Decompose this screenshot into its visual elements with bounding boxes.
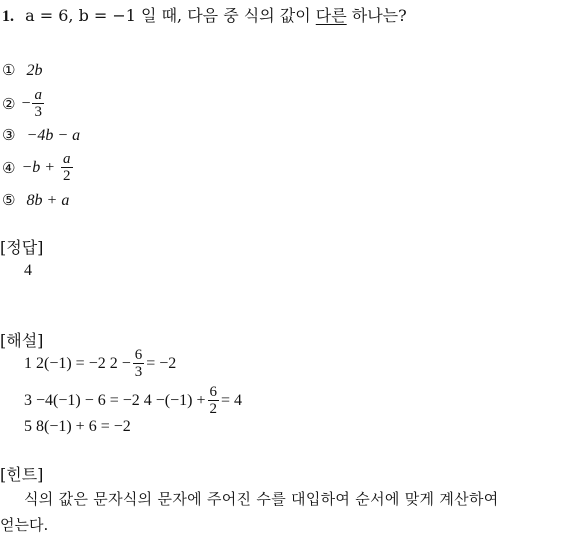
fraction-denominator: 2 bbox=[209, 401, 217, 417]
explanation-line-2 bbox=[24, 383, 242, 419]
choice-5 bbox=[2, 190, 69, 210]
choice-2 bbox=[2, 86, 46, 122]
explanation-result: = 4 bbox=[221, 392, 243, 409]
choice-marker: ③ bbox=[2, 126, 16, 144]
choice-expression: −4b − a bbox=[26, 127, 81, 144]
question bbox=[2, 3, 407, 26]
fraction-denominator: 3 bbox=[134, 364, 143, 380]
fraction-denominator: 3 bbox=[34, 104, 42, 120]
fraction-numerator: 6 bbox=[209, 384, 217, 400]
choice-expression: −b + bbox=[21, 159, 60, 176]
choice-expression: 8b + a bbox=[26, 192, 70, 209]
fraction-numerator: a bbox=[63, 151, 71, 167]
choice-fraction bbox=[61, 152, 73, 184]
choice-4 bbox=[2, 150, 75, 186]
choice-fraction bbox=[32, 88, 44, 120]
explanation-expression: 1 2(−1) = −2 2 − bbox=[24, 355, 131, 372]
choice-marker: ⑤ bbox=[2, 191, 16, 209]
explanation-result: = −2 bbox=[146, 355, 177, 372]
explanation-fraction bbox=[208, 385, 220, 417]
choice-marker: ① bbox=[2, 61, 16, 79]
hint-line-2: 얻는다. bbox=[0, 516, 49, 534]
choice-expression: 2b bbox=[26, 62, 43, 79]
question-text-end: 하나는? bbox=[346, 6, 407, 25]
explanation-fraction bbox=[133, 348, 145, 380]
fraction-denominator: 2 bbox=[63, 168, 71, 184]
fraction-numerator: a bbox=[34, 87, 42, 103]
hint-line-1: 식의 값은 문자식의 문자에 주어진 수를 대입하여 순서에 맞게 계산하여 bbox=[24, 490, 499, 508]
question-underlined-word: 다른 bbox=[315, 6, 347, 25]
explanation-expression: 3 −4(−1) − 6 = −2 4 −(−1) + bbox=[24, 392, 206, 409]
question-text: a = 6, b = −1 일 때, 다음 중 식의 값이 bbox=[25, 6, 316, 25]
answer-value: 4 bbox=[24, 262, 32, 279]
answer-label: [정답] bbox=[0, 238, 44, 257]
explanation-label: [해설] bbox=[0, 331, 44, 350]
choice-1 bbox=[2, 60, 43, 80]
explanation-line-1 bbox=[24, 346, 176, 382]
explanation-line-3: 5 8(−1) + 6 = −2 bbox=[24, 418, 131, 435]
choice-marker: ④ bbox=[2, 159, 16, 177]
hint-label: [힌트] bbox=[0, 465, 44, 484]
question-number: 1. bbox=[2, 8, 14, 25]
fraction-numerator: 6 bbox=[134, 347, 143, 363]
choice-sign: − bbox=[21, 95, 31, 112]
choice-3 bbox=[2, 125, 80, 145]
choice-marker: ② bbox=[2, 95, 16, 113]
